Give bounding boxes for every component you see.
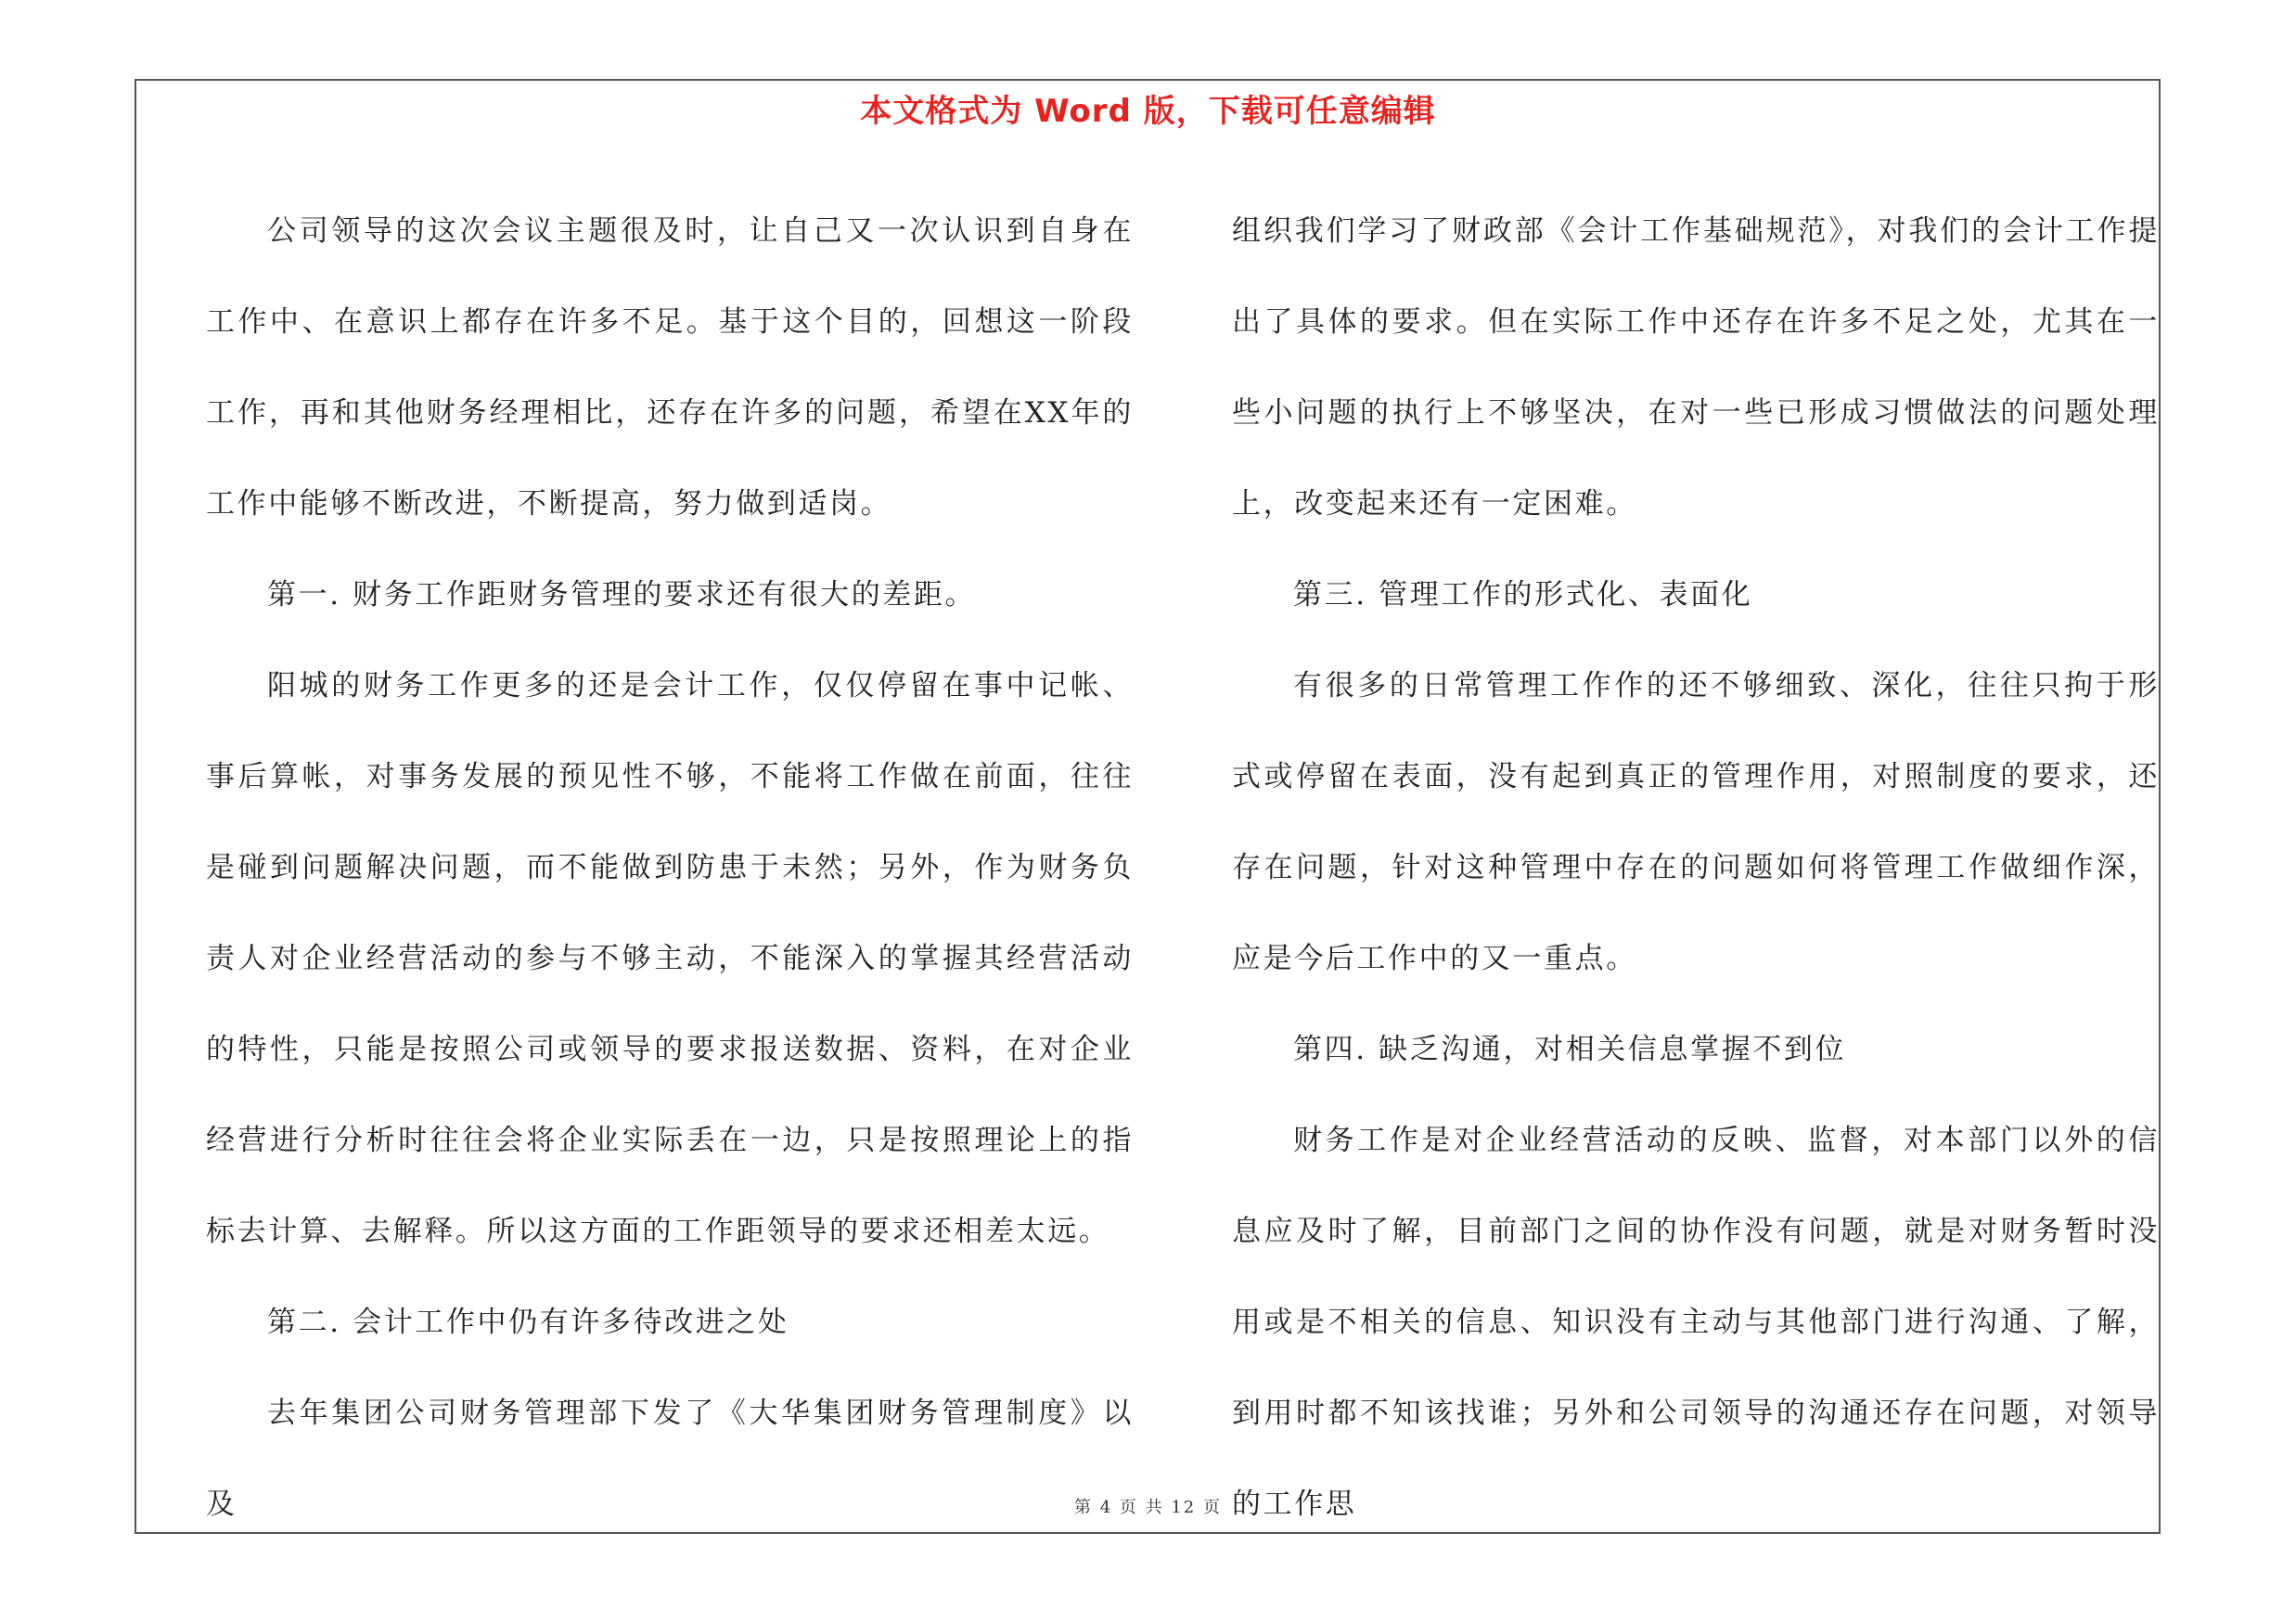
section-heading: 第四. 缺乏沟通，对相关信息掌握不到位 [1293, 1033, 1847, 1066]
section-heading: 第三. 管理工作的形式化、表面化 [1293, 578, 1753, 612]
body-paragraph: 去年集团公司财务管理部下发了《大华集团财务管理制度》以及 [206, 1397, 1134, 1521]
format-notice-banner: 本文格式为 Word 版，下载可任意编辑 [860, 93, 1436, 130]
left-column [206, 186, 1134, 1550]
section-heading: 第一. 财务工作距财务管理的要求还有很大的差距。 [267, 578, 977, 612]
section-heading: 第二. 会计工作中仍有许多待改进之处 [267, 1306, 789, 1339]
body-paragraph: 财务工作是对企业经营活动的反映、监督，对本部门以外的信息应及时了解，目前部门之间的协作没有问题，就是对财务暂时没用或是不相关的信息、知识没有主动与其他部门进行沟通、了解，到用时都不知该找谁；另外和公司领导的沟通还存在问题，对领导的工作思 [1232, 1124, 2160, 1521]
body-paragraph: 组织我们学习了财政部《会计工作基础规范》，对我们的会计工作提出了具体的要求。但在实际工作中还存在许多不足之处，尤其在一些小问题的执行上不够坚决，在对一些已形成习惯做法的问题处理上，改变起来还有一定困难。 [1232, 214, 2160, 521]
body-paragraph: 有很多的日常管理工作作的还不够细致、深化，往往只拘于形式或停留在表面，没有起到真正的管理作用，对照制度的要求，还存在问题，针对这种管理中存在的问题如何将管理工作做细作深，应是今后工作中的又一重点。 [1232, 669, 2160, 975]
page-number-footer: 第 4 页 共 12 页 [1074, 1498, 1222, 1517]
right-column [1232, 186, 2160, 1550]
body-paragraph: 公司领导的这次会议主题很及时，让自己又一次认识到自身在工作中、在意识上都存在许多不足。基于这个目的，回想这一阶段工作，再和其他财务经理相比，还存在许多的问题，希望在XX年的工作中能够不断改进，不断提高，努力做到适岗。 [206, 214, 1134, 521]
body-paragraph: 阳城的财务工作更多的还是会计工作，仅仅停留在事中记帐、事后算帐，对事务发展的预见性不够，不能将工作做在前面，往往是碰到问题解决问题，而不能做到防患于未然；另外，作为财务负责人对企业经营活动的参与不够主动，不能深入的掌握其经营活动的特性，只能是按照公司或领导的要求报送数据、资料，在对企业经营进行分析时往往会将企业实际丢在一边，只是按照理论上的指标去计算、去解释。所以这方面的工作距领导的要求还相差太远。 [206, 669, 1134, 1248]
